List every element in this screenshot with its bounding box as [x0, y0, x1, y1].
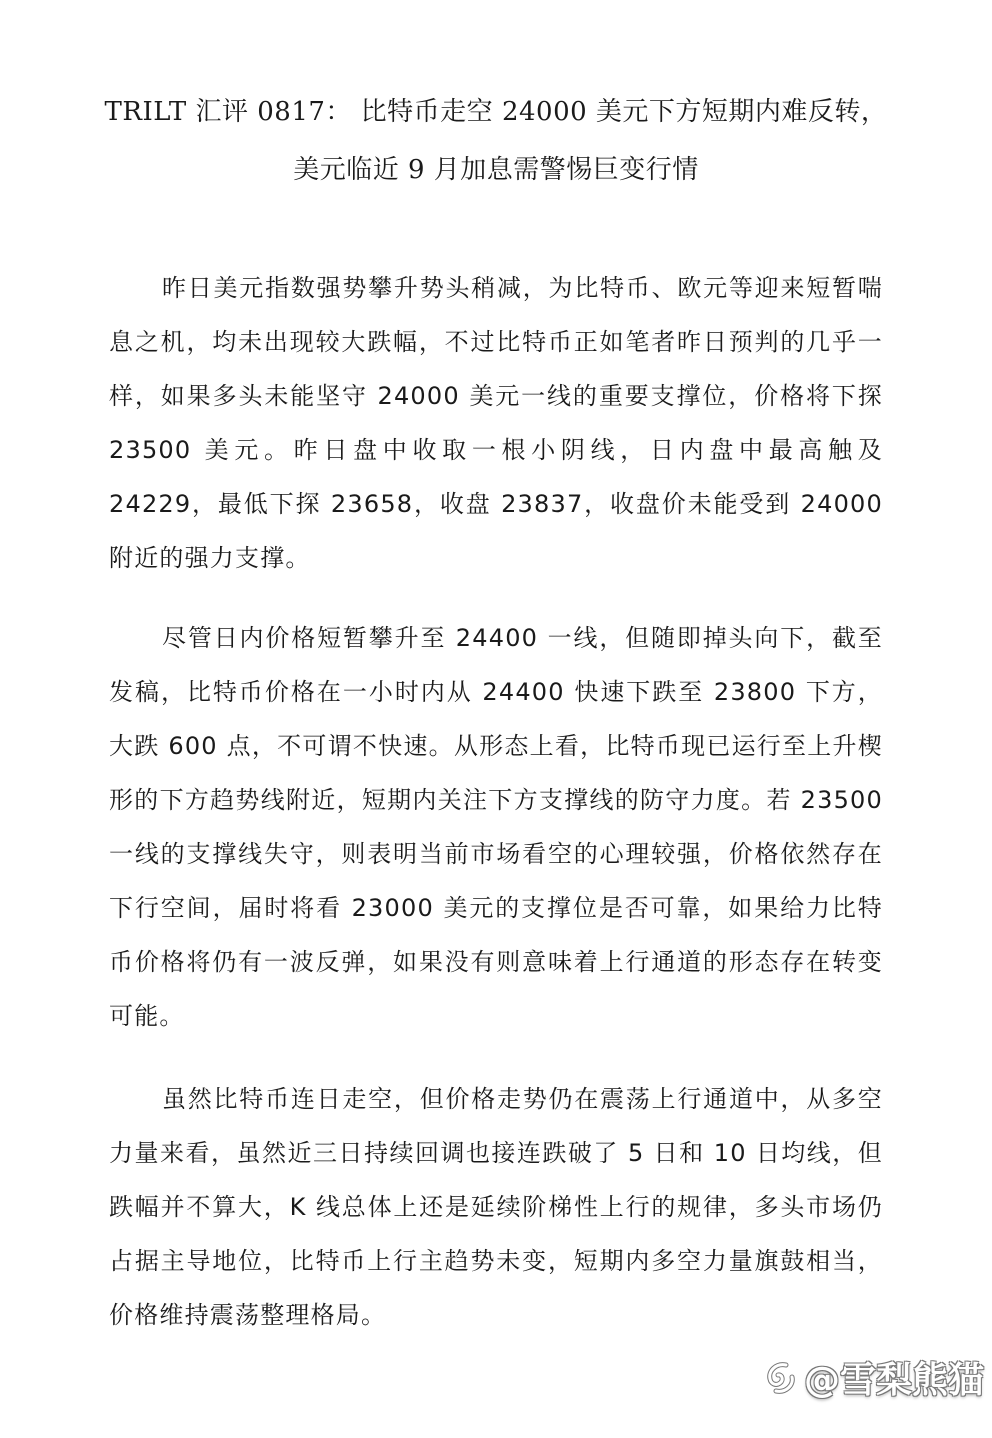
paragraph-2: 尽管日内价格短暂攀升至 24400 一线，但随即掉头向下，截至发稿，比特币价格在一小时内从 24400 快速下跌至 23800 下方，大跌 600 点，不可谓不快速。从形态上看，比特币现已运行至上升楔形的下方趋势线附近，短期内关注下方支撑线的防守力度。若 23500 一线的支撑线失守，则表明当前市场看空的心理较强，价格依然存在下行空间，届时将看 23000 美元的支撑位是否可靠，如果给力比特币价格将仍有一波反弹，如果没有则意味着上行通道的形态存在转变可能。: [109, 624, 883, 1030]
watermark: [762, 1352, 984, 1403]
article-title-line-2: 美元临近 9 月加息需警惕巨变行情: [293, 155, 699, 185]
paragraph-1: 昨日美元指数强势攀升势头稍减，为比特币、欧元等迎来短暂喘息之机，均未出现较大跌幅，不过比特币正如笔者昨日预判的几乎一样，如果多头未能坚守 24000 美元一线的重要支撑位，价格将下探 23500 美元。昨日盘中收取一根小阴线，日内盘中最高触及 24229，最低下探 23658，收盘 23837，收盘价未能受到 24000 附近的强力支撑。: [109, 274, 883, 572]
snowball-logo-icon: [762, 1359, 800, 1397]
paragraph-3: 虽然比特币连日走空，但价格走势仍在震荡上行通道中，从多空力量来看，虽然近三日持续回调也接连跌破了 5 日和 10 日均线，但跌幅并不算大，K 线总体上还是延续阶梯性上行的规律，多头市场仍占据主导地位，比特币上行主趋势未变，短期内多空力量旗鼓相当，价格维持震荡整理格局。: [109, 1085, 883, 1329]
article-title-line-1: TRILT 汇评 0817： 比特币走空 24000 美元下方短期内难反转，: [104, 97, 888, 127]
watermark-text: @雪梨熊猫: [803, 1360, 984, 1401]
